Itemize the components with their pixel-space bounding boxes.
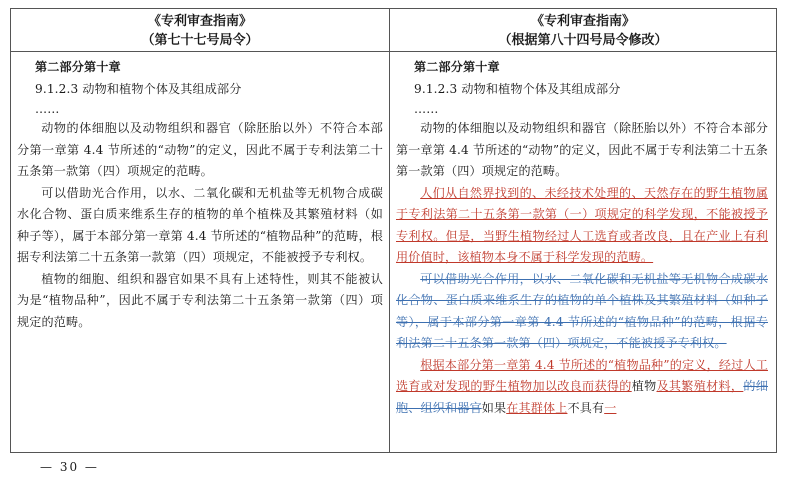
added-text: 及其繁殖材料， [656, 379, 744, 393]
right-paragraph-2-added [396, 183, 768, 269]
added-text: 根据本部分第一章第 4.4 节所述的“植物品种”的定义，经过人工选育或对发现的野生植物加以改良而获得的 [396, 357, 768, 393]
added-text: 一 [604, 400, 617, 415]
added-text: 在其群体上 [506, 400, 568, 415]
left-paragraph-2: 可以借助光合作用，以水、二氧化碳和无机盐等无机物合成碳水化合物、蛋白质来维系生存的植物的单个植株及其繁殖材料（如种子等），属于本部分第一章第 4.4 节所述的“植物品种”的范畴，根据专利法第二十五条第一款第（四）项规定，不能被授予专利权。 [17, 185, 383, 264]
kept-text: 植物 [631, 379, 657, 393]
column-divider [389, 9, 390, 452]
left-header-title: 《专利审查指南》 [147, 14, 252, 29]
right-column-header [390, 9, 776, 51]
kept-text: 如果 [481, 400, 507, 415]
left-paragraph-1: 动物的体细胞以及动物组织和器官（除胚胎以外）不符合本部分第一章第 4.4 节所述的“动物”的定义，因此不属于专利法第二十五条第一款第（四）项规定的范畴。 [17, 121, 383, 178]
right-paragraph-1: 动物的体细胞以及动物组织和器官（除胚胎以外）不符合本部分第一章第 4.4 节所述的“动物”的定义，因此不属于专利法第二十五条第一款第（四）项规定的范畴。 [396, 121, 768, 178]
left-part-heading: 第二部分第十章 [35, 60, 121, 74]
comparison-table [10, 8, 777, 453]
right-part-heading: 第二部分第十章 [414, 60, 500, 74]
right-section-heading: 9.1.2.3 动物和植物个体及其组成部分 [414, 81, 621, 96]
right-paragraph-4-mixed [396, 355, 768, 420]
left-ellipsis: …… [35, 102, 60, 116]
right-ellipsis: …… [414, 102, 439, 116]
left-column-body [17, 57, 383, 333]
right-column-body [396, 57, 768, 419]
left-paragraph-3: 植物的细胞、组织和器官如果不具有上述特性，则其不能被认为是“植物品种”，因此不属于专利法第二十五条第一款第（四）项规定的范畴。 [17, 271, 383, 329]
left-section-heading: 9.1.2.3 动物和植物个体及其组成部分 [35, 81, 242, 96]
added-text: 人们从自然界找到的、未经技术处理的、天然存在的野生植物属于专利法第二十五条第一款第（一）项规定的科学发现，不能被授予专利权。但是，当野生植物经过人工选育或者改良，且在产业上有利用价值时，该植物本身不属于科学发现的范畴。 [396, 185, 768, 264]
header-divider [11, 51, 776, 52]
right-header-subtitle: （根据第八十四号局令修改） [498, 33, 668, 48]
deleted-text: 的细胞、组织和器官 [396, 379, 768, 415]
right-header-title: 《专利审查指南》 [530, 14, 635, 29]
right-paragraph-3-deleted [396, 269, 768, 355]
kept-text: 不具有 [567, 400, 605, 415]
left-column-header [11, 9, 389, 51]
left-header-subtitle: （第七十七号局令） [141, 33, 259, 48]
deleted-text: 可以借助光合作用，以水、二氧化碳和无机盐等无机物合成碳水化合物、蛋白质来维系生存的植物的单个植株及其繁殖材料（如种子等），属于本部分第一章第 4.4 节所述的“植物品种”的范畴，根据专利法第二十五条第一款第（四）项规定，不能被授予专利权。 [396, 271, 768, 350]
page-number: — 30 — [40, 460, 99, 474]
